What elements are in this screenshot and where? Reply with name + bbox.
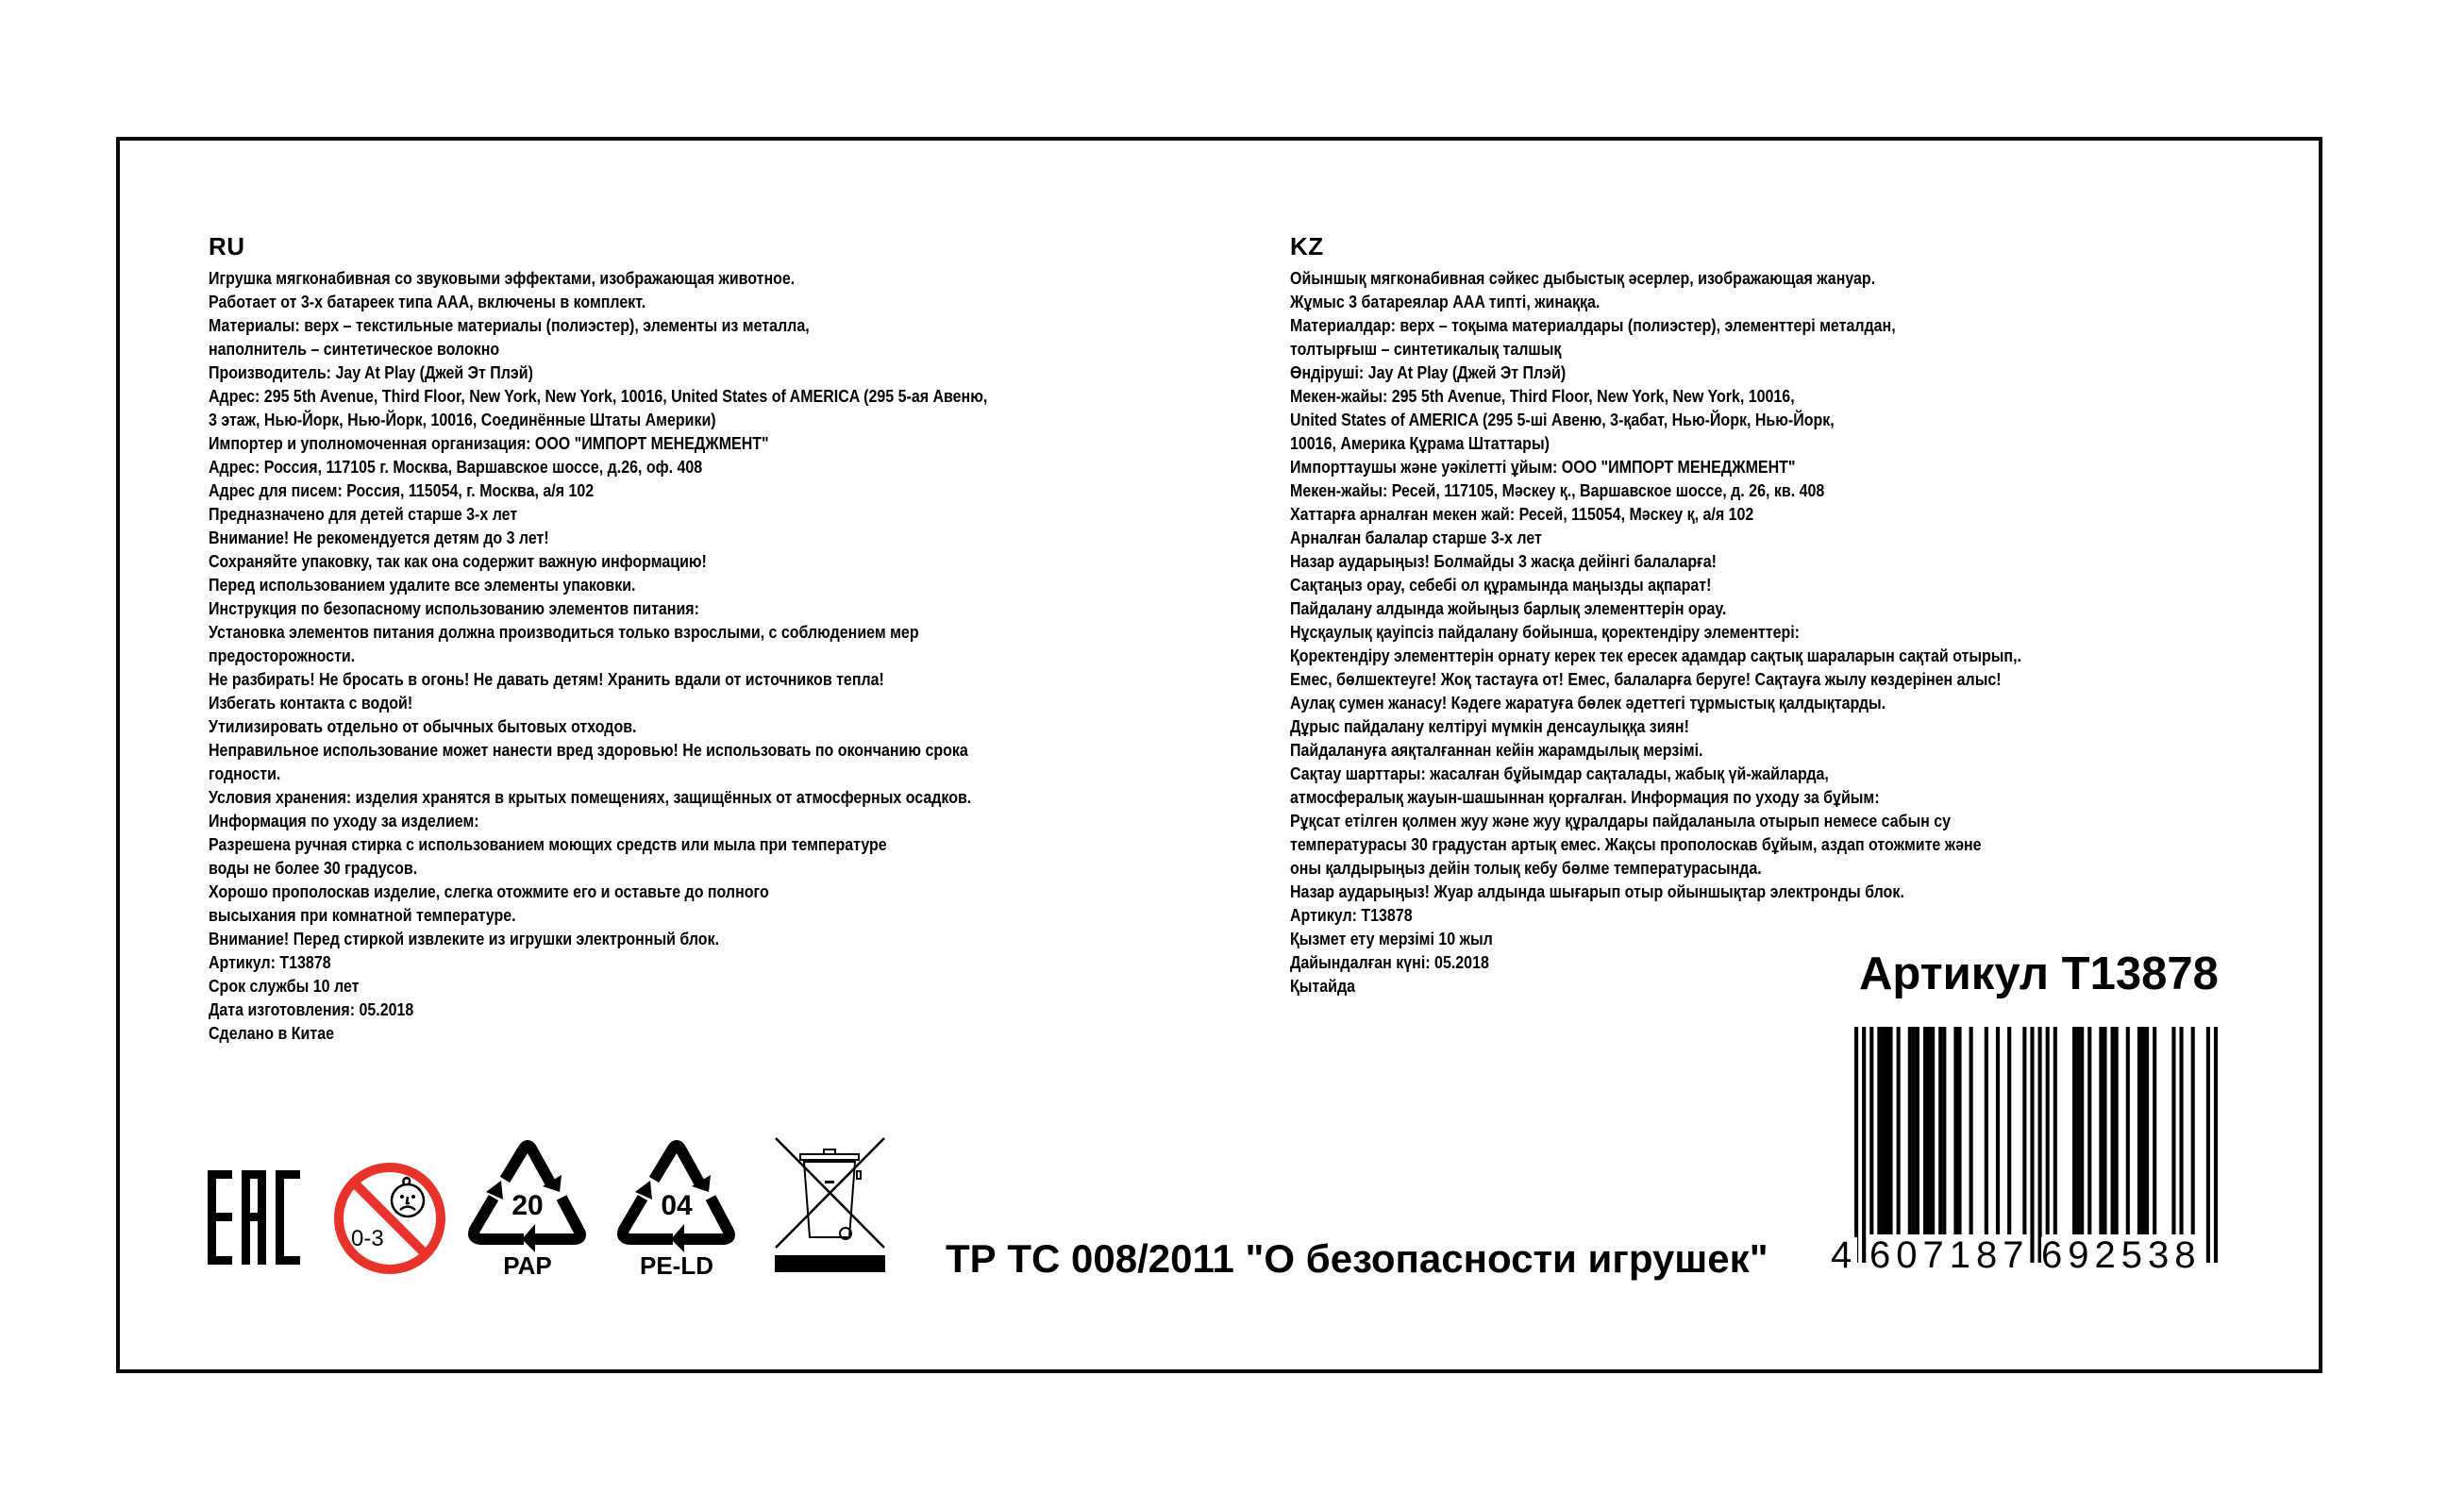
ru-text-line: Срок службы 10 лет	[209, 976, 360, 996]
kz-text-line: Емес, бөлшектеуге! Жоқ тастауға от! Емес, балаларға беруге! Сақтауға жылу көздерінен алыс!	[1290, 669, 2002, 689]
ru-text-line: Адрес: Россия, 117105 г. Москва, Варшавское шоссе, д.26, оф. 408	[209, 457, 703, 477]
kz-text-line: Назар аударыңыз! Болмайды 3 жасқа дейінгі балаларға!	[1290, 551, 1718, 571]
kz-text-line: Жұмыс 3 батареялар AAA типті, жинаққа.	[1290, 292, 1601, 311]
kz-text-line: Нұсқаулық қауіпсіз пайдалану бойынша, қоректендіру элементтері:	[1290, 622, 1800, 642]
kz-text-line: толтырғыш – синтетикалық талшық	[1290, 339, 1562, 359]
kz-text-line: Дұрыс пайдалану келтіруі мүмкін денсаулыққа зиян!	[1290, 716, 1689, 736]
kz-text-line: Мекен-жайы: Ресей, 117105, Мәскеу қ., Варшавское шоссе, д. 26, кв. 408	[1290, 480, 1825, 500]
ru-text-line: Условия хранения: изделия хранятся в крытых помещениях, защищённых от атмосферных осадков.	[209, 787, 972, 807]
kz-text-line: Ойыншық мягконабивная сәйкес дыбыстық әсерлер, изображающая жануар.	[1290, 268, 1876, 288]
ru-text-line: Сохраняйте упаковку, так как она содержит важную информацию!	[209, 551, 707, 571]
kz-text-line: Артикул: T13878	[1290, 905, 1413, 925]
ru-text-line: Инструкция по безопасному использованию элементов питания:	[209, 598, 699, 618]
ru-text-block	[209, 266, 1115, 1045]
recycle-pe-ld-icon	[616, 1137, 737, 1277]
ru-column	[209, 234, 1115, 1045]
kz-header: KZ	[1290, 232, 1324, 260]
kz-text-line: Өндіруші: Jay At Play (Джей Эт Плэй)	[1290, 362, 1567, 382]
svg-text:20: 20	[511, 1190, 544, 1221]
ru-header: RU	[209, 232, 245, 260]
kz-text-line: Аулақ сумен жанасу! Кәдеге жаратуға бөлек әдеттегі тұрмыстық қалдықтарды.	[1290, 693, 1886, 713]
svg-text:PAP: PAP	[503, 1251, 552, 1277]
ru-text-line: Производитель: Jay At Play (Джей Эт Плэй)	[209, 362, 533, 382]
ru-text-line: Внимание! Перед стиркой извлеките из игрушки электронный блок.	[209, 929, 720, 948]
kz-column	[1290, 234, 2140, 998]
ru-text-line: предосторожности.	[209, 646, 356, 665]
ru-text-line: Информация по уходу за изделием:	[209, 811, 479, 830]
kz-text-line: 10016, Америка Құрама Штаттары)	[1290, 433, 1550, 453]
kz-text-line: United States of AMERICA (295 5-ші Авеню, 3-қабат, Нью-Йорк, Нью-Йорк,	[1290, 410, 1835, 429]
ru-text-line: наполнитель – синтетическое волокно	[209, 339, 500, 359]
ru-text-line: Артикул: T13878	[209, 952, 331, 972]
kz-text-line: Пайдалануға аяқталғаннан кейін жарамдылық мерзімі.	[1290, 740, 1703, 760]
ru-text-line: Материалы: верх – текстильные материалы (полиэстер), элементы из металла,	[209, 315, 810, 335]
ru-text-line: Работает от 3-х батареек типа AAA, включены в комплект.	[209, 292, 646, 311]
kz-text-line: Импорттаушы және уәкілетті ұйым: ООО "ИМПОРТ МЕНЕДЖМЕНТ"	[1290, 457, 1796, 477]
ean13-barcode	[1854, 1027, 2218, 1263]
ru-text-line: Утилизировать отдельно от обычных бытовых отходов.	[209, 716, 637, 736]
ru-text-line: Разрешена ручная стирка с использованием моющих средств или мыла при температуре	[209, 834, 887, 854]
kz-text-line: Материалдар: верх – тоқыма материалдары (полиэстер), элементтері металдан,	[1290, 315, 1896, 335]
kz-text-line: оны қалдырыңыз дейін толық кебу бөлме температурасында.	[1290, 858, 1762, 878]
ru-text-line: 3 этаж, Нью-Йорк, Нью-Йорк, 10016, Соединённые Штаты Америки)	[209, 410, 716, 429]
kz-text-line: температурасы 30 градустан артық емес. Жақсы прополоскав бұйым, аздап отожмите және	[1290, 834, 1982, 854]
ru-text-line: Дата изготовления: 05.2018	[209, 999, 414, 1019]
recycle-paper-icon	[467, 1137, 588, 1277]
article-number-large: Артикул T13878	[1859, 948, 2219, 999]
kz-text-line: Назар аударыңыз! Жуар алдында шығарып отыр ойыншықтар электронды блок.	[1290, 881, 1904, 901]
ru-text-line: Игрушка мягконабивная со звуковыми эффектами, изображающая животное.	[209, 268, 796, 288]
kz-text-line: Арналған балалар старше 3-х лет	[1290, 528, 1542, 547]
kz-text-line: Рұқсат етілген қолмен жуу және жуу құралдары пайдаланыла отырып немесе сабын су	[1290, 811, 1952, 830]
kz-text-line: Қызмет ету мерзімі 10 жыл	[1290, 929, 1493, 948]
not-for-under-3-icon	[332, 1161, 447, 1276]
kz-text-line: Сақтаңыз орау, себебі ол құрамында маңызды ақпарат!	[1290, 575, 1712, 595]
kz-text-line: Сақтау шарттары: жасалған бұйымдар сақталады, жабық үй-жайларда,	[1290, 763, 1829, 783]
ru-text-line: годности.	[209, 763, 281, 783]
ru-text-line: Перед использованием удалите все элементы упаковки.	[209, 575, 636, 595]
kz-text-line: атмосфералық жауын-шашыннан қорғалған. Информация по уходу за бұйым:	[1290, 787, 1880, 807]
ru-text-line: Адрес: 295 5th Avenue, Third Floor, New York, New York, 10016, United States of AMERICA (295 5-ая Авеню,	[209, 386, 988, 406]
ru-text-line: Адрес для писем: Россия, 115054, г. Москва, а/я 102	[209, 480, 595, 500]
ru-text-line: Избегать контакта с водой!	[209, 693, 413, 713]
barcode-right-digits: 692538	[2041, 1234, 2202, 1276]
barcode-left-digits: 607187	[1869, 1234, 2030, 1276]
svg-text:04: 04	[661, 1190, 693, 1221]
kz-text-line: Хаттарға арналған мекен жай: Ресей, 115054, Мәскеу қ, а/я 102	[1290, 504, 1754, 524]
ru-text-line: высыхания при комнатной температуре.	[209, 905, 516, 925]
ru-text-line: Сделано в Китае	[209, 1023, 335, 1043]
svg-text:PE-LD: PE-LD	[640, 1251, 713, 1277]
barcode-first-digit: 4	[1831, 1234, 1858, 1276]
crossed-out-bin-icon	[774, 1135, 887, 1275]
ru-text-line: Не разбирать! Не бросать в огонь! Не давать детям! Хранить вдали от источников тепла!	[209, 669, 884, 689]
ru-text-line: Внимание! Не рекомендуется детям до 3 лет!	[209, 528, 549, 547]
kz-text-line: Мекен-жайы: 295 5th Avenue, Third Floor, New York, New York, 10016,	[1290, 386, 1795, 406]
ru-text-line: Установка элементов питания должна производиться только взрослыми, с соблюдением мер	[209, 622, 919, 642]
kz-text-line: Пайдалану алдында жойыңыз барлық элементтерін орау.	[1290, 598, 1727, 618]
ru-text-line: Предназначено для детей старше 3-х лет	[209, 504, 518, 524]
ru-text-line: Хорошо прополоскав изделие, слегка отожмите его и оставьте до полного	[209, 881, 769, 901]
kz-text-line: Қытайда	[1290, 976, 1356, 996]
ru-text-line: воды не более 30 градусов.	[209, 858, 418, 878]
safety-standard-text: ТР ТС 008/2011 "О безопасности игрушек"	[946, 1236, 1768, 1281]
ru-text-line: Импортер и уполномоченная организация: ООО "ИМПОРТ МЕНЕДЖМЕНТ"	[209, 433, 769, 453]
kz-text-line: Дайындалған күні: 05.2018	[1290, 952, 1489, 972]
eac-mark-icon	[208, 1170, 300, 1265]
svg-text:0-3: 0-3	[351, 1226, 384, 1251]
kz-text-block	[1290, 266, 2140, 998]
ru-text-line: Неправильное использование может нанести вред здоровью! Не использовать по окончанию срока	[209, 740, 968, 760]
kz-text-line: Қоректендіру элементтерін орнату керек тек ересек адамдар сақтық шараларын сақтай отырып,.	[1290, 646, 2021, 665]
